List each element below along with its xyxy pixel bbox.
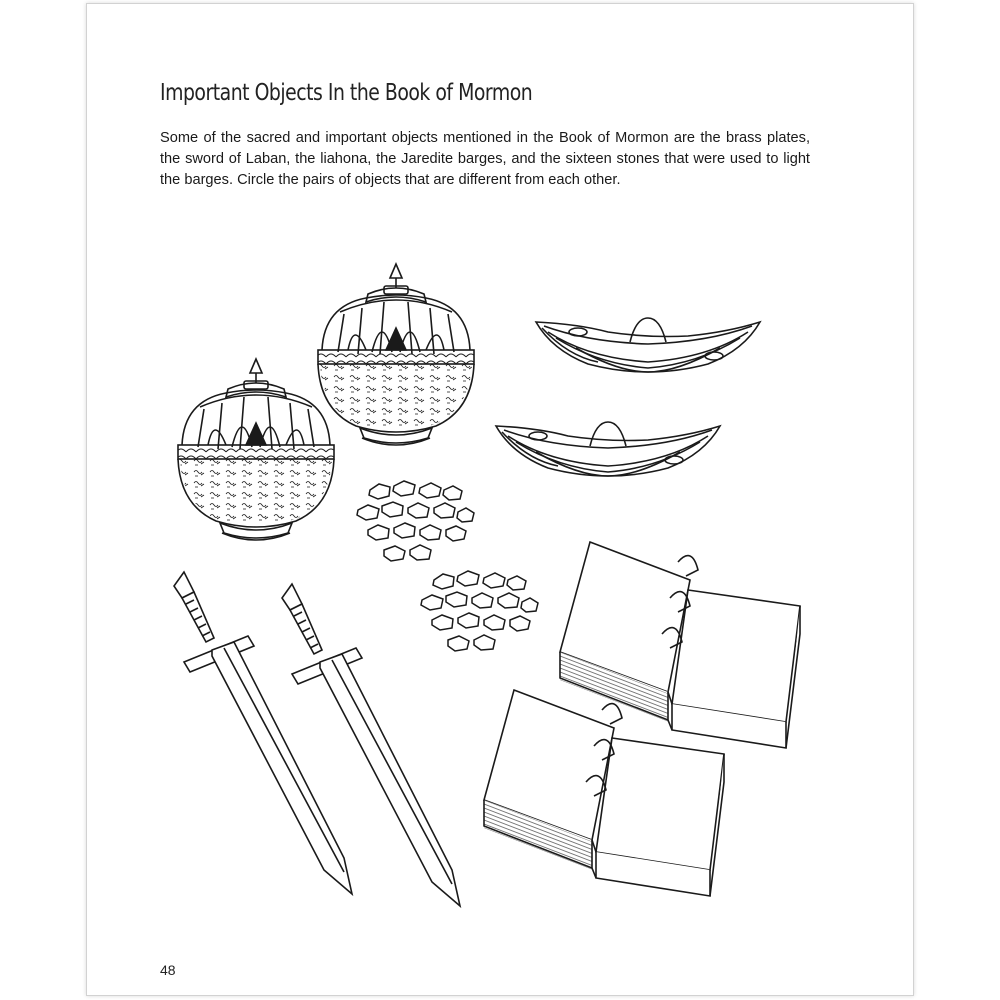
sword-right[interactable] [282,584,460,906]
liahona-left[interactable] [178,359,334,540]
barge-bottom[interactable] [496,422,720,476]
intro-paragraph: Some of the sacred and important objects mentioned in the Book of Mormon are the brass plates, the sword of Laban, the liahona, the Jaredite barges, and the sixteen stones that were used to light the barges. Circle the pairs of objects that are different from each other. [160,130,810,188]
sword-left[interactable] [174,572,352,894]
stones-top[interactable] [357,481,474,561]
brass-plates-top[interactable] [560,542,800,748]
page-number: 48 [160,962,176,978]
stones-bottom[interactable] [421,571,538,651]
page-title: Important Objects In the Book of Mormon [160,80,533,106]
liahona-right[interactable] [318,264,474,445]
barge-top[interactable] [536,318,760,372]
